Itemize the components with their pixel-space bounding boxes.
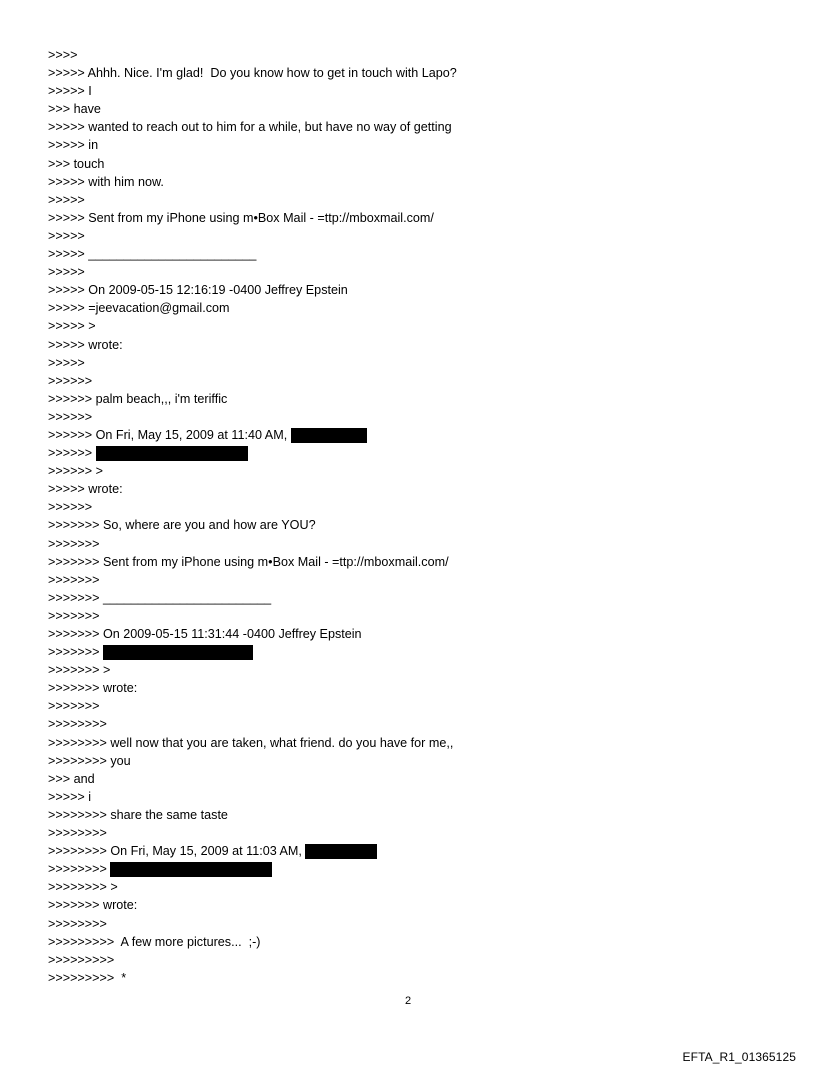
- email-line-text: >>>>>>> wrote:: [48, 681, 138, 696]
- email-line: [48, 734, 788, 752]
- email-line-text: >>>>>>>> you: [48, 753, 131, 768]
- email-line-text: >>>>> Ahhh. Nice. I'm glad! Do you know how to get in touch with Lapo?: [48, 66, 457, 81]
- email-line: [48, 173, 788, 191]
- email-line: [48, 336, 788, 354]
- email-line-text: >>> touch: [48, 156, 105, 171]
- email-line-text: >>>>> wanted to reach out to him for a while, but have no way of getting: [48, 120, 452, 135]
- email-line: [48, 245, 788, 263]
- email-line: [48, 679, 788, 697]
- email-line: [48, 46, 788, 64]
- email-line: [48, 697, 788, 715]
- email-line-text: >>>>>>>>> A few more pictures... ;-): [48, 934, 261, 949]
- email-line-text: >>>>> ________________________: [48, 247, 257, 262]
- email-line-text: >>>>> in: [48, 138, 99, 153]
- email-line: [48, 571, 788, 589]
- email-line: [48, 408, 788, 426]
- email-line: [48, 589, 788, 607]
- email-line: [48, 390, 788, 408]
- email-line: [48, 643, 788, 661]
- email-line-text: >>>>> I: [48, 84, 92, 99]
- email-line: [48, 553, 788, 571]
- email-line: [48, 770, 788, 788]
- email-line-text: >>>>> >: [48, 319, 96, 334]
- email-line-text: >>>>>>>: [48, 608, 100, 623]
- email-line: [48, 915, 788, 933]
- email-line-text: >>>>>>> So, where are you and how are YOU?: [48, 518, 316, 533]
- email-line-text: >>>>>>: [48, 409, 93, 424]
- email-line-text: >>>>>>> On 2009-05-15 11:31:44 -0400 Jeffrey Epstein: [48, 627, 362, 641]
- email-line: [48, 896, 788, 914]
- redaction-box: [291, 428, 367, 443]
- email-line-text: >>>>>>>: [48, 699, 100, 714]
- email-line: [48, 281, 788, 299]
- email-line: [48, 227, 788, 245]
- email-line: [48, 878, 788, 896]
- email-line-text: >>>>> with him now.: [48, 174, 164, 189]
- email-line-text: >>>>>> palm beach,,, i'm teriffic: [48, 391, 228, 406]
- email-line-text: >>>>> i: [48, 789, 92, 804]
- email-line: [48, 118, 788, 136]
- email-line: [48, 462, 788, 480]
- page-number: 2: [404, 995, 412, 1007]
- email-line-text: >>>>>>> wrote:: [48, 898, 138, 913]
- email-line-text: >>>>>>>>: [48, 862, 111, 877]
- email-line-text: >>>>> On 2009-05-15 12:16:19 -0400 Jeffrey Epstein: [48, 283, 348, 298]
- redaction-box: [110, 862, 272, 877]
- email-line: [48, 969, 788, 987]
- email-line-text: >>>>>>>>> *: [48, 970, 127, 985]
- email-line-text: >>>>>: [48, 228, 85, 243]
- email-line-text: >>>>>>>>: [48, 916, 107, 931]
- email-line: [48, 661, 788, 679]
- email-line: [48, 788, 788, 806]
- email-line-text: >>>>>>> >: [48, 663, 111, 678]
- email-line: [48, 64, 788, 82]
- email-line: [48, 498, 788, 516]
- email-line-text: >>>>>>>: [48, 536, 100, 551]
- email-line-text: >>>>>>>>: [48, 717, 107, 732]
- email-line: [48, 516, 788, 534]
- email-line: [48, 444, 788, 462]
- email-line-text: >>>>>>: [48, 373, 93, 388]
- email-line: [48, 752, 788, 770]
- email-line-text: >>>>>>: [48, 500, 93, 515]
- redaction-box: [96, 446, 248, 461]
- email-line: [48, 317, 788, 335]
- email-line-text: >>> and: [48, 771, 95, 786]
- redaction-box: [305, 844, 377, 859]
- email-line: [48, 860, 788, 878]
- email-line: [48, 82, 788, 100]
- email-line-text: >>>>>>> ________________________: [48, 590, 272, 605]
- email-line-text: >>>>> wrote:: [48, 482, 123, 497]
- email-line-text: >>>>>>>: [48, 572, 100, 587]
- email-line: [48, 354, 788, 372]
- email-line-text: >>>>> =jeevacation@gmail.com: [48, 301, 230, 316]
- email-line-text: >>>>> Sent from my iPhone using m•Box Mail - =ttp://mboxmail.com/: [48, 210, 434, 225]
- email-line-text: >>>>>>>> well now that you are taken, what friend. do you have for me,,: [48, 735, 454, 750]
- email-line-text: >>> have: [48, 102, 101, 117]
- email-line-text: >>>>>>>>: [48, 826, 107, 841]
- email-line: [48, 607, 788, 625]
- email-line: [48, 299, 788, 317]
- email-line-text: >>>>>: [48, 192, 85, 207]
- email-line: [48, 951, 788, 969]
- email-line-text: >>>>>>> Sent from my iPhone using m•Box Mail - =ttp://mboxmail.com/: [48, 554, 449, 569]
- email-line-text: >>>>> wrote:: [48, 337, 123, 352]
- email-line-text: >>>>>>: [48, 446, 96, 461]
- email-line-text: >>>>>> On Fri, May 15, 2009 at 11:40 AM,: [48, 427, 291, 442]
- email-line: [48, 842, 788, 860]
- email-line: [48, 426, 788, 444]
- email-line: [48, 263, 788, 281]
- email-line: [48, 191, 788, 209]
- email-line-text: >>>>>: [48, 265, 85, 280]
- email-line: [48, 806, 788, 824]
- email-line-text: >>>>>>>> On Fri, May 15, 2009 at 11:03 AM,: [48, 844, 306, 859]
- email-line-text: >>>>>>>: [48, 645, 103, 660]
- email-thread-body: [48, 46, 788, 987]
- email-line: [48, 625, 788, 643]
- email-line: [48, 136, 788, 154]
- email-line: [48, 715, 788, 733]
- redaction-box: [103, 645, 253, 660]
- email-line-text: >>>>>>>> >: [48, 880, 118, 895]
- email-line-text: >>>>>>>> share the same taste: [48, 807, 228, 822]
- email-line: [48, 933, 788, 951]
- email-line: [48, 100, 788, 118]
- email-line: [48, 535, 788, 553]
- email-line-text: >>>>>> >: [48, 464, 103, 479]
- email-line: [48, 372, 788, 390]
- email-line-text: >>>>>: [48, 355, 85, 370]
- email-line: [48, 209, 788, 227]
- email-line-text: >>>>: [48, 48, 78, 62]
- email-line-text: >>>>>>>>>: [48, 952, 115, 967]
- email-line: [48, 824, 788, 842]
- email-line: [48, 155, 788, 173]
- email-line: [48, 480, 788, 498]
- document-id: EFTA_R1_01365125: [682, 1050, 796, 1064]
